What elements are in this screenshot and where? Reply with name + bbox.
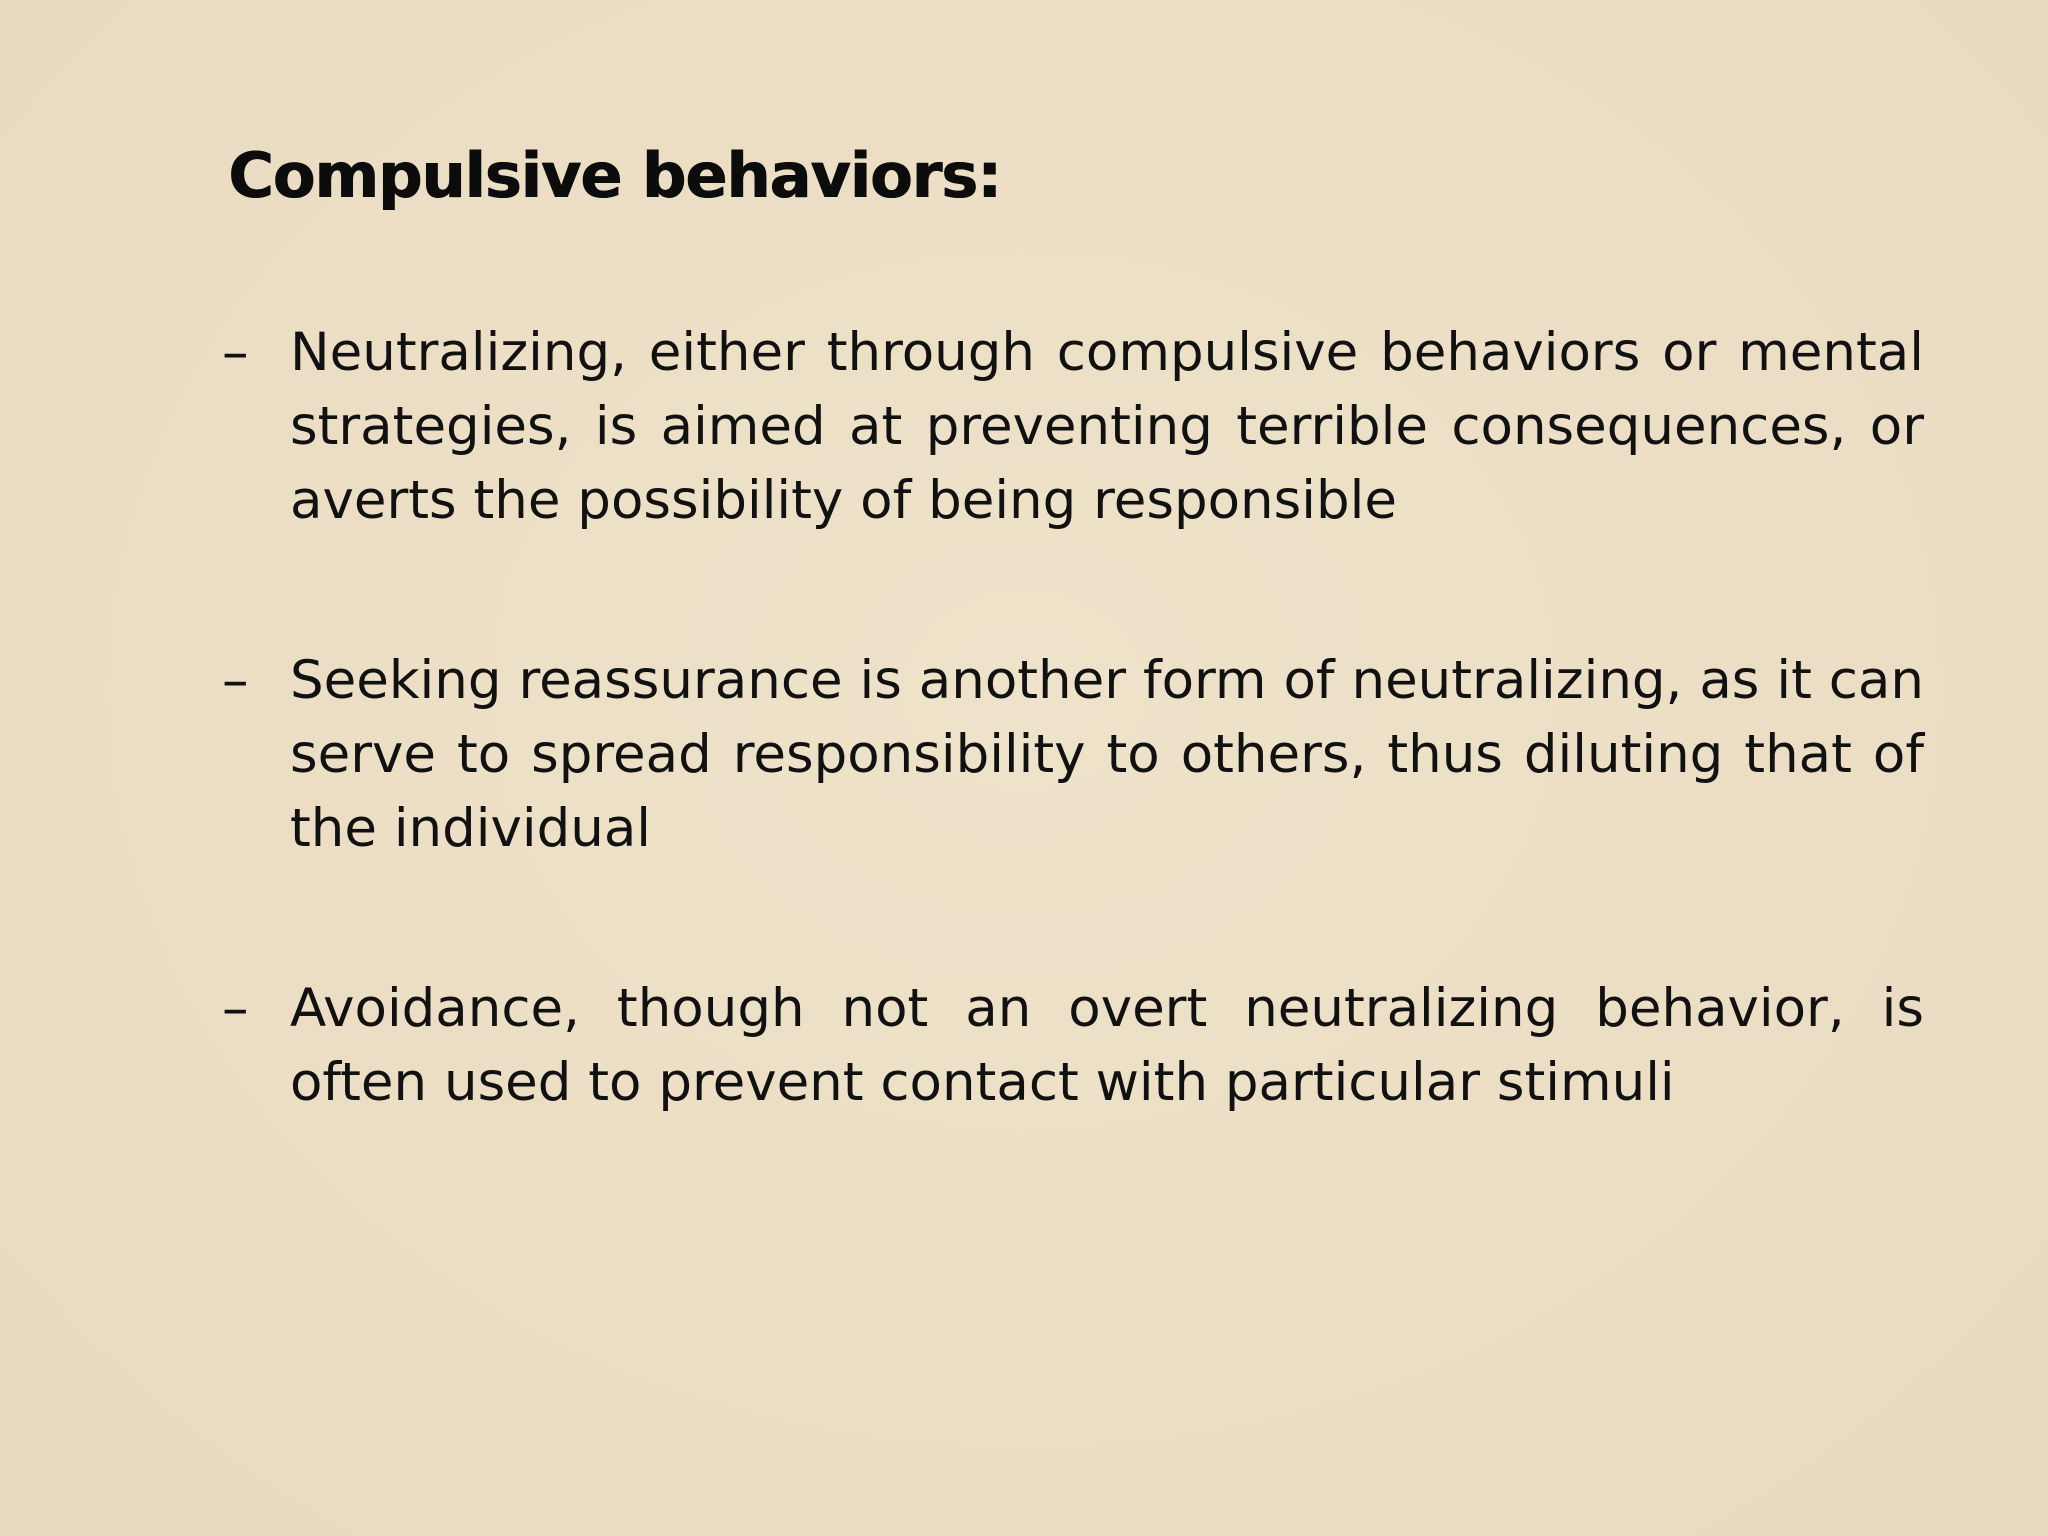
bullet-list	[222, 316, 1924, 1120]
dash-bullet-icon: –	[222, 978, 249, 1039]
dash-bullet-icon: –	[222, 322, 249, 383]
bullet-item-avoidance	[222, 972, 1924, 1120]
bullet-text: Avoidance, though not an overt neutralizing behavior, is often used to prevent contact with particular stimuli	[290, 978, 1924, 1113]
slide-title: Compulsive behaviors:	[228, 139, 1001, 212]
bullet-item-reassurance	[222, 644, 1924, 866]
bullet-text: Neutralizing, either through compulsive behaviors or mental strategies, is aimed at preventing terrible consequences, or averts the possibility of being responsible	[290, 322, 1924, 531]
dash-bullet-icon: –	[222, 650, 249, 711]
bullet-item-neutralizing	[222, 316, 1924, 538]
bullet-text: Seeking reassurance is another form of neutralizing, as it can serve to spread responsibility to others, thus diluting that of the individual	[290, 650, 1924, 859]
